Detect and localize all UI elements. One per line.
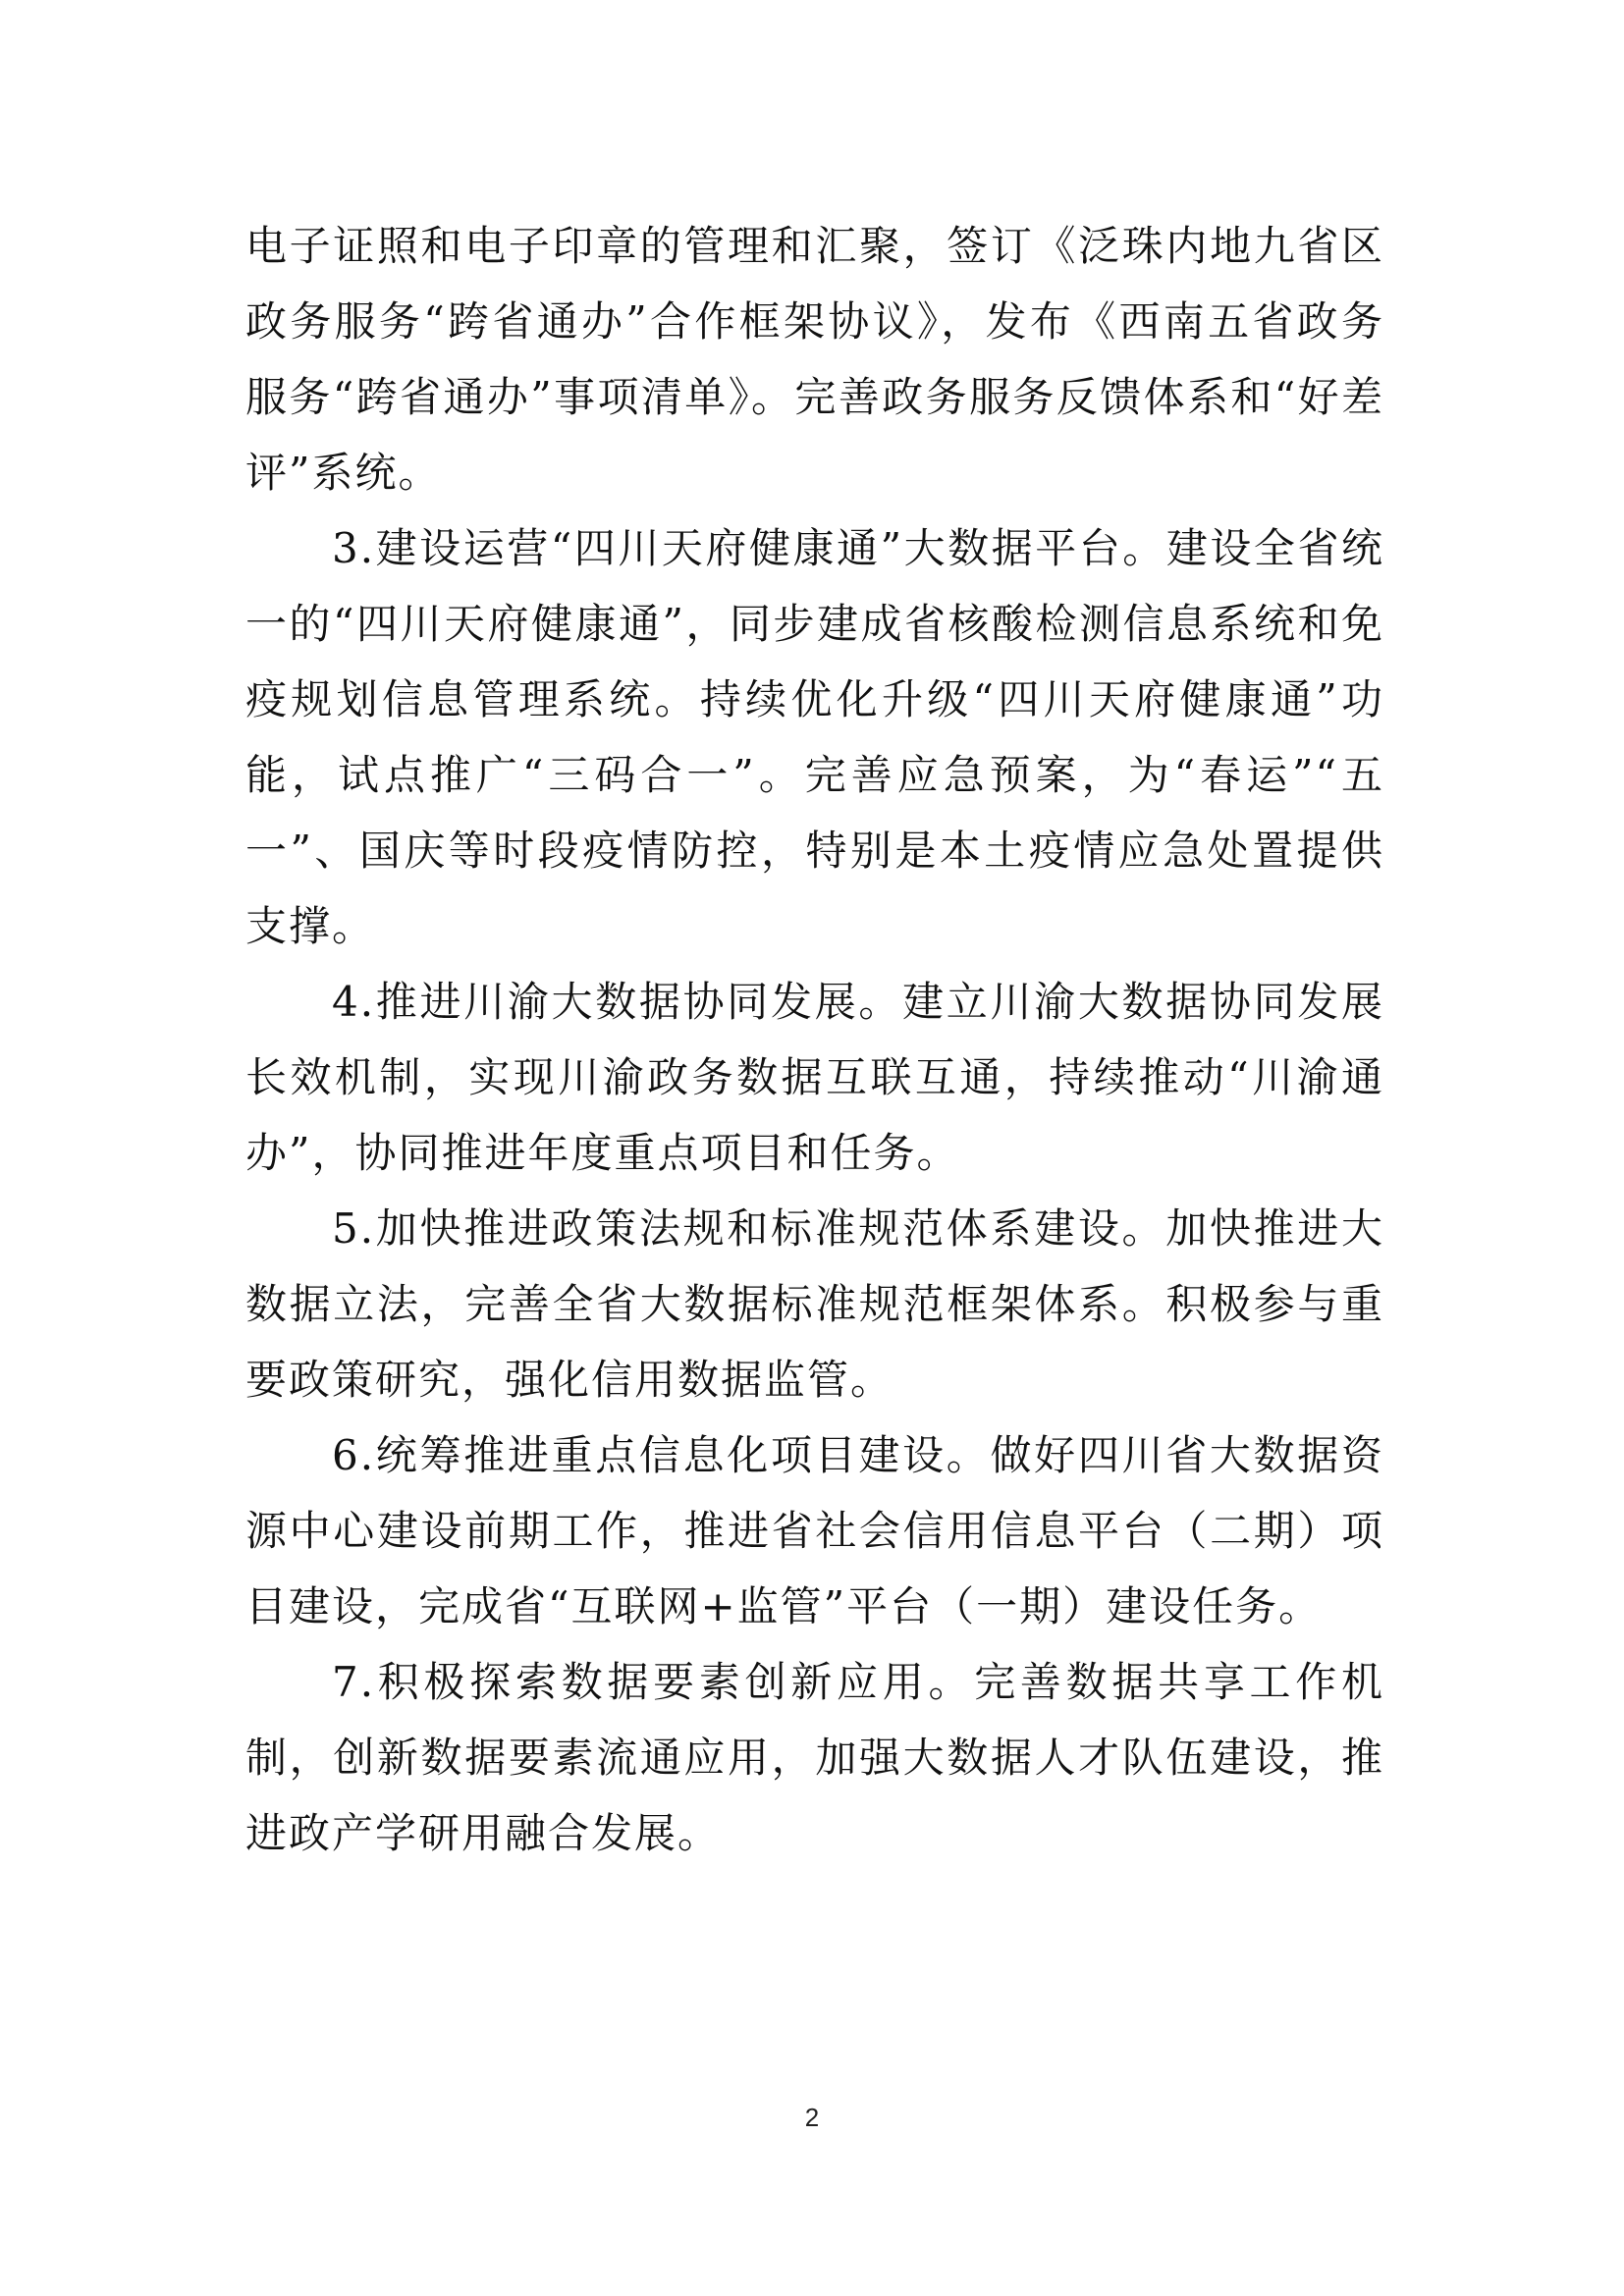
paragraph-item-6: 6.统筹推进重点信息化项目建设。做好四川省大数据资源中心建设前期工作，推进省社会信用信息平台（二期）项目建设，完成省“互联网+监管”平台（一期）建设任务。 [245, 1431, 1384, 1630]
paragraph-continuation: 电子证照和电子印章的管理和汇聚，签订《泛珠内地九省区政务服务“跨省通办”合作框架协议》，发布《西南五省政务服务“跨省通办”事项清单》。完善政务服务反馈体系和“好差评”系统。 [245, 222, 1384, 497]
document-body [245, 208, 1384, 1871]
paragraph-item-7: 7.积极探索数据要素创新应用。完善数据共享工作机制，创新数据要素流通应用，加强大数据人才队伍建设，推进政产学研用融合发展。 [245, 1658, 1384, 1857]
paragraph-item-5: 5.加快推进政策法规和标准规范体系建设。加快推进大数据立法，完善全省大数据标准规范框架体系。积极参与重要政策研究，强化信用数据监管。 [245, 1204, 1384, 1404]
paragraph-item-4: 4.推进川渝大数据协同发展。建立川渝大数据协同发展长效机制，实现川渝政务数据互联互通，持续推动“川渝通办”，协同推进年度重点项目和任务。 [245, 978, 1384, 1177]
paragraph-item-3: 3.建设运营“四川天府健康通”大数据平台。建设全省统一的“四川天府健康通”，同步建成省核酸检测信息系统和免疫规划信息管理系统。持续优化升级“四川天府健康通”功能，试点推广“三码合一”。完善应急预案，为“春运”“五一”、国庆等时段疫情防控，特别是本土疫情应急处置提供支撑。 [245, 524, 1384, 950]
page-number: 2 [804, 2103, 820, 2132]
